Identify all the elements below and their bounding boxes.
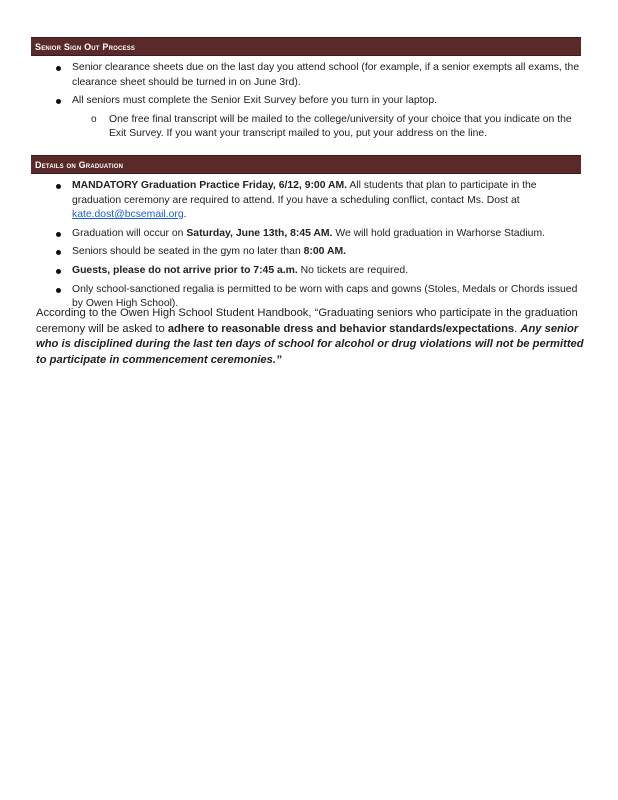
bullet-icon — [56, 99, 61, 104]
bullet-icon — [56, 288, 61, 293]
sub-list-item — [31, 113, 587, 142]
list-item — [31, 61, 587, 90]
item-text: All students that plan to participate in the graduation ceremony are required to attend. If you have a scheduling conflict, contact Ms. Dost at — [72, 180, 537, 206]
bullet-icon — [56, 66, 61, 71]
list-item — [31, 245, 587, 260]
item-bold-lead: Guests, please do not arrive prior to 7:45 a.m. — [72, 264, 298, 276]
section-header-details-on-graduation: Details on Graduation — [31, 155, 581, 174]
list-item — [31, 94, 587, 109]
bullet-icon — [56, 184, 61, 189]
section-header-senior-sign-out: Senior Sign Out Process — [31, 37, 581, 56]
list-item — [31, 227, 587, 242]
paragraph-intro: According to the Owen High School Student Handbook, “Graduating seniors who participate in the graduation ceremony will be asked to — [36, 307, 578, 335]
item-tail: No tickets are required. — [297, 264, 409, 276]
item-text: Seniors should be seated in the gym no later than — [72, 246, 304, 258]
graduation-details-list — [31, 179, 587, 316]
list-item — [31, 264, 587, 279]
item-text: Senior clearance sheets due on the last day you attend school (for example, if a senior exempts all exams, the clearance sheet should be turned in on June 3rd). — [72, 62, 580, 88]
item-text: All seniors must complete the Senior Exit Survey before you turn in your laptop. — [72, 95, 438, 107]
bullet-icon — [56, 269, 61, 274]
item-text: Graduation will occur on — [72, 227, 187, 239]
paragraph-mid: . — [514, 322, 521, 335]
paragraph-bold: adhere to reasonable dress and behavior standards/expectations — [167, 322, 515, 335]
handbook-paragraph — [36, 306, 584, 368]
list-item — [31, 179, 587, 223]
sub-item-text: One free final transcript will be mailed to the college/university of your choice that you indicate on the Exit Survey. If you want your transcript mailed to you, put your address on the line. — [109, 113, 572, 140]
bullet-icon — [56, 250, 61, 255]
item-bold: 8:00 AM. — [303, 246, 346, 258]
bullet-icon — [56, 232, 61, 237]
item-bold-lead: MANDATORY Graduation Practice Friday, 6/12, 9:00 AM. — [72, 180, 348, 191]
item-tail: . — [183, 209, 187, 221]
item-tail: We will hold graduation in Warhorse Stadium. — [332, 227, 545, 239]
paragraph-bold-italic: Any senior who is disciplined during the last ten days of school for alcohol or drug violations will not be permitted to participate in commencement ceremonies.” — [36, 322, 584, 366]
item-bold: Saturday, June 13th, 8:45 AM. — [186, 227, 333, 239]
item-text: Only school-sanctioned regalia is permitted to be worn with caps and gowns (Stoles, Medals or Chords issued by Owen High School). — [72, 283, 578, 310]
senior-sign-out-list — [31, 61, 587, 146]
sub-bullet-icon: o — [91, 113, 97, 125]
email-link[interactable]: kate.dost@bcsemail.org — [72, 209, 184, 221]
